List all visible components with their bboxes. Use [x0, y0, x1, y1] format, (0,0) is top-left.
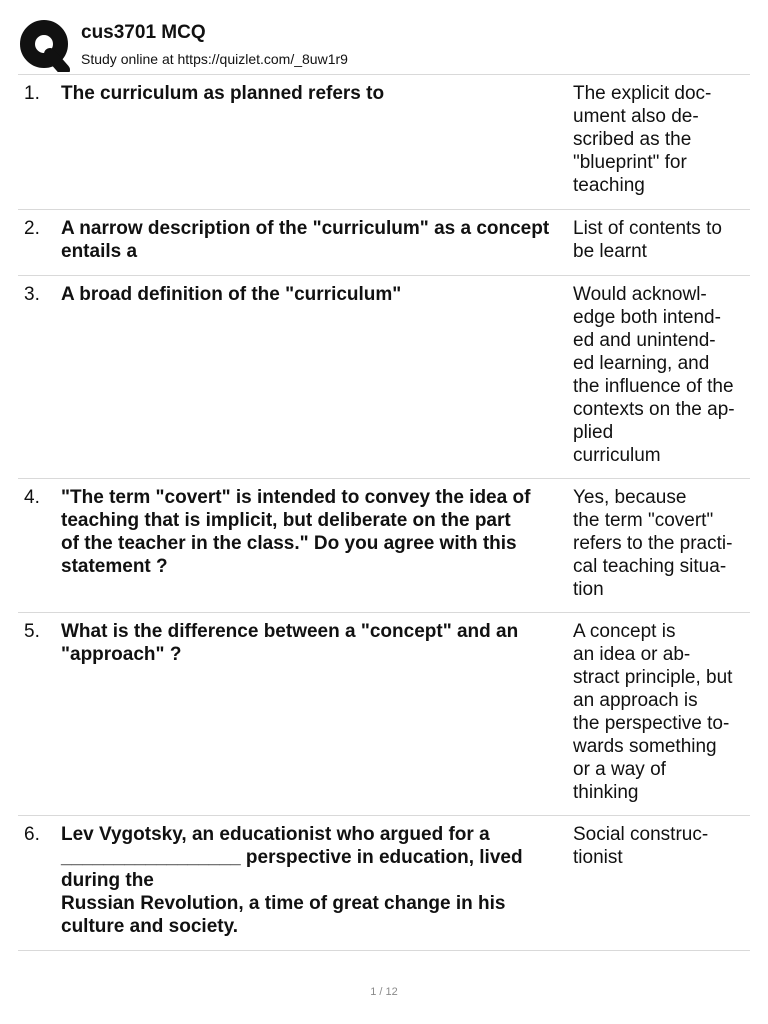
term-line: teaching that is implicit, but deliberate on the part — [61, 510, 511, 531]
definition-line: ed learning, and — [573, 353, 710, 374]
definition-line: A concept is — [573, 621, 676, 642]
definition-line: or a way of — [573, 759, 666, 780]
card-definition — [573, 620, 745, 804]
definition-line: scribed as the — [573, 129, 692, 150]
term-line: entails a — [61, 241, 138, 262]
term-line: A narrow description of the "curriculum" as a concept — [61, 218, 550, 239]
definition-line: thinking — [573, 782, 639, 803]
definition-line: The explicit doc- — [573, 83, 712, 104]
definition-line: cal teaching situa- — [573, 556, 727, 577]
card-term — [61, 217, 561, 263]
term-line: "approach" ? — [61, 644, 182, 665]
term-line: of the teacher in the class." Do you agree with this — [61, 533, 517, 554]
term-line: A broad definition of the "curriculum" — [61, 284, 402, 305]
definition-line: teaching — [573, 175, 645, 196]
card-term — [61, 283, 561, 306]
term-line: during the — [61, 870, 154, 891]
definition-line: the influence of the — [573, 376, 734, 397]
definition-line: edge both intend- — [573, 307, 721, 328]
definition-line: an approach is — [573, 690, 698, 711]
definition-line: "blueprint" for — [573, 152, 687, 173]
card-number: 6. — [24, 824, 40, 845]
term-line: Russian Revolution, a time of great change in his — [61, 893, 506, 914]
definition-line: be learnt — [573, 241, 647, 262]
page-header — [0, 0, 768, 74]
quizlet-q-logo-icon — [20, 20, 70, 72]
card-term — [61, 486, 561, 578]
definition-line: tion — [573, 579, 604, 600]
term-line: What is the difference between a "concept" and an — [61, 621, 519, 642]
definition-line: ument also de- — [573, 106, 699, 127]
definition-line: refers to the practi- — [573, 533, 733, 554]
flashcard-row — [18, 210, 750, 276]
card-number: 4. — [24, 487, 40, 508]
flashcard-row — [18, 75, 750, 210]
definition-line: ed and unintend- — [573, 330, 716, 351]
card-number: 2. — [24, 218, 40, 239]
card-term — [61, 823, 561, 938]
card-number: 1. — [24, 83, 40, 104]
term-line: statement ? — [61, 556, 168, 577]
definition-line: Social construc- — [573, 824, 709, 845]
definition-line: an idea or ab- — [573, 644, 691, 665]
card-definition — [573, 217, 745, 263]
definition-line: wards something — [573, 736, 717, 757]
flashcard-row — [18, 479, 750, 613]
definition-line: tionist — [573, 847, 623, 868]
term-line: _________________ perspective in education, lived — [61, 847, 523, 868]
flashcard-row — [18, 613, 750, 816]
term-line: The curriculum as planned refers to — [61, 83, 385, 104]
page-indicator: 1 / 12 — [370, 986, 398, 998]
card-definition — [573, 283, 745, 467]
flashcard-row — [18, 276, 750, 479]
definition-line: the perspective to- — [573, 713, 730, 734]
card-number: 3. — [24, 284, 40, 305]
definition-line: curriculum — [573, 445, 661, 466]
definition-line: the term "covert" — [573, 510, 714, 531]
card-term — [61, 82, 561, 105]
flashcard-list — [18, 74, 750, 951]
term-line: "The term "covert" is intended to convey the idea of — [61, 487, 531, 508]
card-definition — [573, 823, 745, 869]
study-online-link[interactable]: Study online at https://quizlet.com/_8uw1r9 — [81, 51, 348, 67]
definition-line: Would acknowl- — [573, 284, 707, 305]
card-number: 5. — [24, 621, 40, 642]
card-definition — [573, 486, 745, 601]
flashcard-row — [18, 816, 750, 951]
card-term — [61, 620, 561, 666]
definition-line: List of contents to — [573, 218, 722, 239]
definition-line: Yes, because — [573, 487, 687, 508]
definition-line: stract principle, but — [573, 667, 733, 688]
term-line: Lev Vygotsky, an educationist who argued for a — [61, 824, 490, 845]
definition-line: contexts on the ap- — [573, 399, 735, 420]
definition-line: plied — [573, 422, 614, 443]
set-title: cus3701 MCQ — [81, 22, 206, 43]
card-definition — [573, 82, 745, 197]
term-line: culture and society. — [61, 916, 239, 937]
